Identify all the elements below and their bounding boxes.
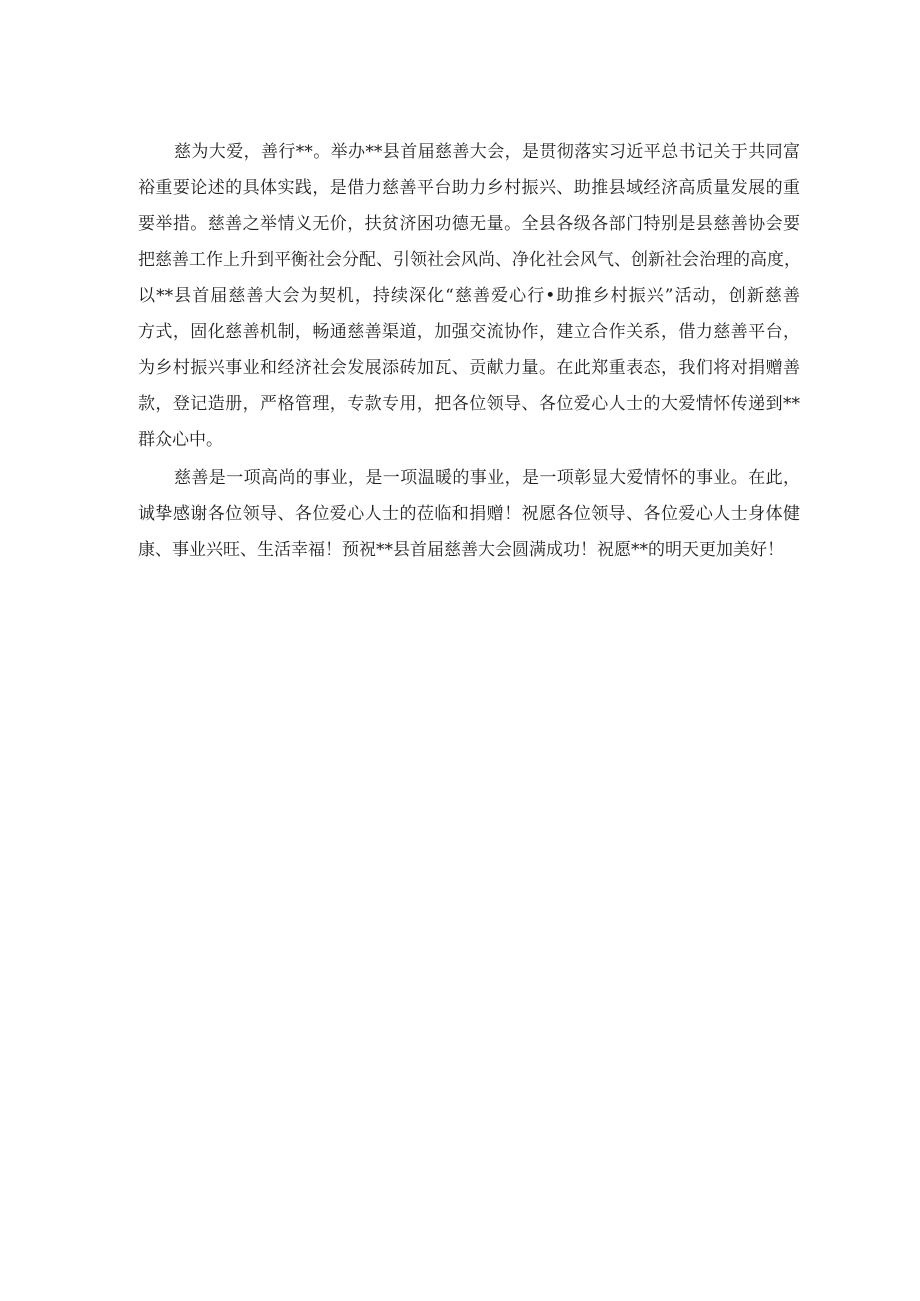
document-body (138, 134, 800, 568)
paragraph-line: 慈为大爱，善行**。举办**县首届慈善大会，是贯彻落实习近平总书记关于共同富 (174, 142, 800, 162)
paragraph-line: 裕重要论述的具体实践，是借力慈善平台助力乡村振兴、助推县域经济高质量发展的重 (138, 178, 800, 198)
paragraph-line: 方式，固化慈善机制，畅通慈善渠道，加强交流协作，建立合作关系，借力慈善平台， (138, 322, 800, 342)
paragraph-line: 款，登记造册，严格管理，专款专用，把各位领导、各位爱心人士的大爱情怀传递到** (138, 394, 800, 414)
paragraph-line: 把慈善工作上升到平衡社会分配、引领社会风尚、净化社会风气、创新社会治理的高度， (138, 250, 801, 270)
paragraph-line: 以**县首届慈善大会为契机，持续深化“慈善爱心行•助推乡村振兴”活动，创新慈善 (138, 286, 800, 306)
paragraph-2 (138, 460, 800, 568)
paragraph-line: 诚挚感谢各位领导、各位爱心人士的莅临和捐赠！祝愿各位领导、各位爱心人士身体健 (138, 504, 800, 524)
paragraph-line: 康、事业兴旺、生活幸福！预祝**县首届慈善大会圆满成功！祝愿**的明天更加美好！ (138, 540, 784, 560)
paragraph-line: 慈善是一项高尚的事业，是一项温暖的事业，是一项彰显大爱情怀的事业。在此， (174, 468, 800, 488)
paragraph-line: 要举措。慈善之举情义无价，扶贫济困功德无量。全县各级各部门特别是县慈善协会要 (138, 214, 800, 234)
paragraph-line: 为乡村振兴事业和经济社会发展添砖加瓦、贡献力量。在此郑重表态，我们将对捐赠善 (138, 358, 800, 378)
paragraph-line: 群众心中。 (138, 430, 223, 450)
paragraph-1 (138, 134, 800, 458)
